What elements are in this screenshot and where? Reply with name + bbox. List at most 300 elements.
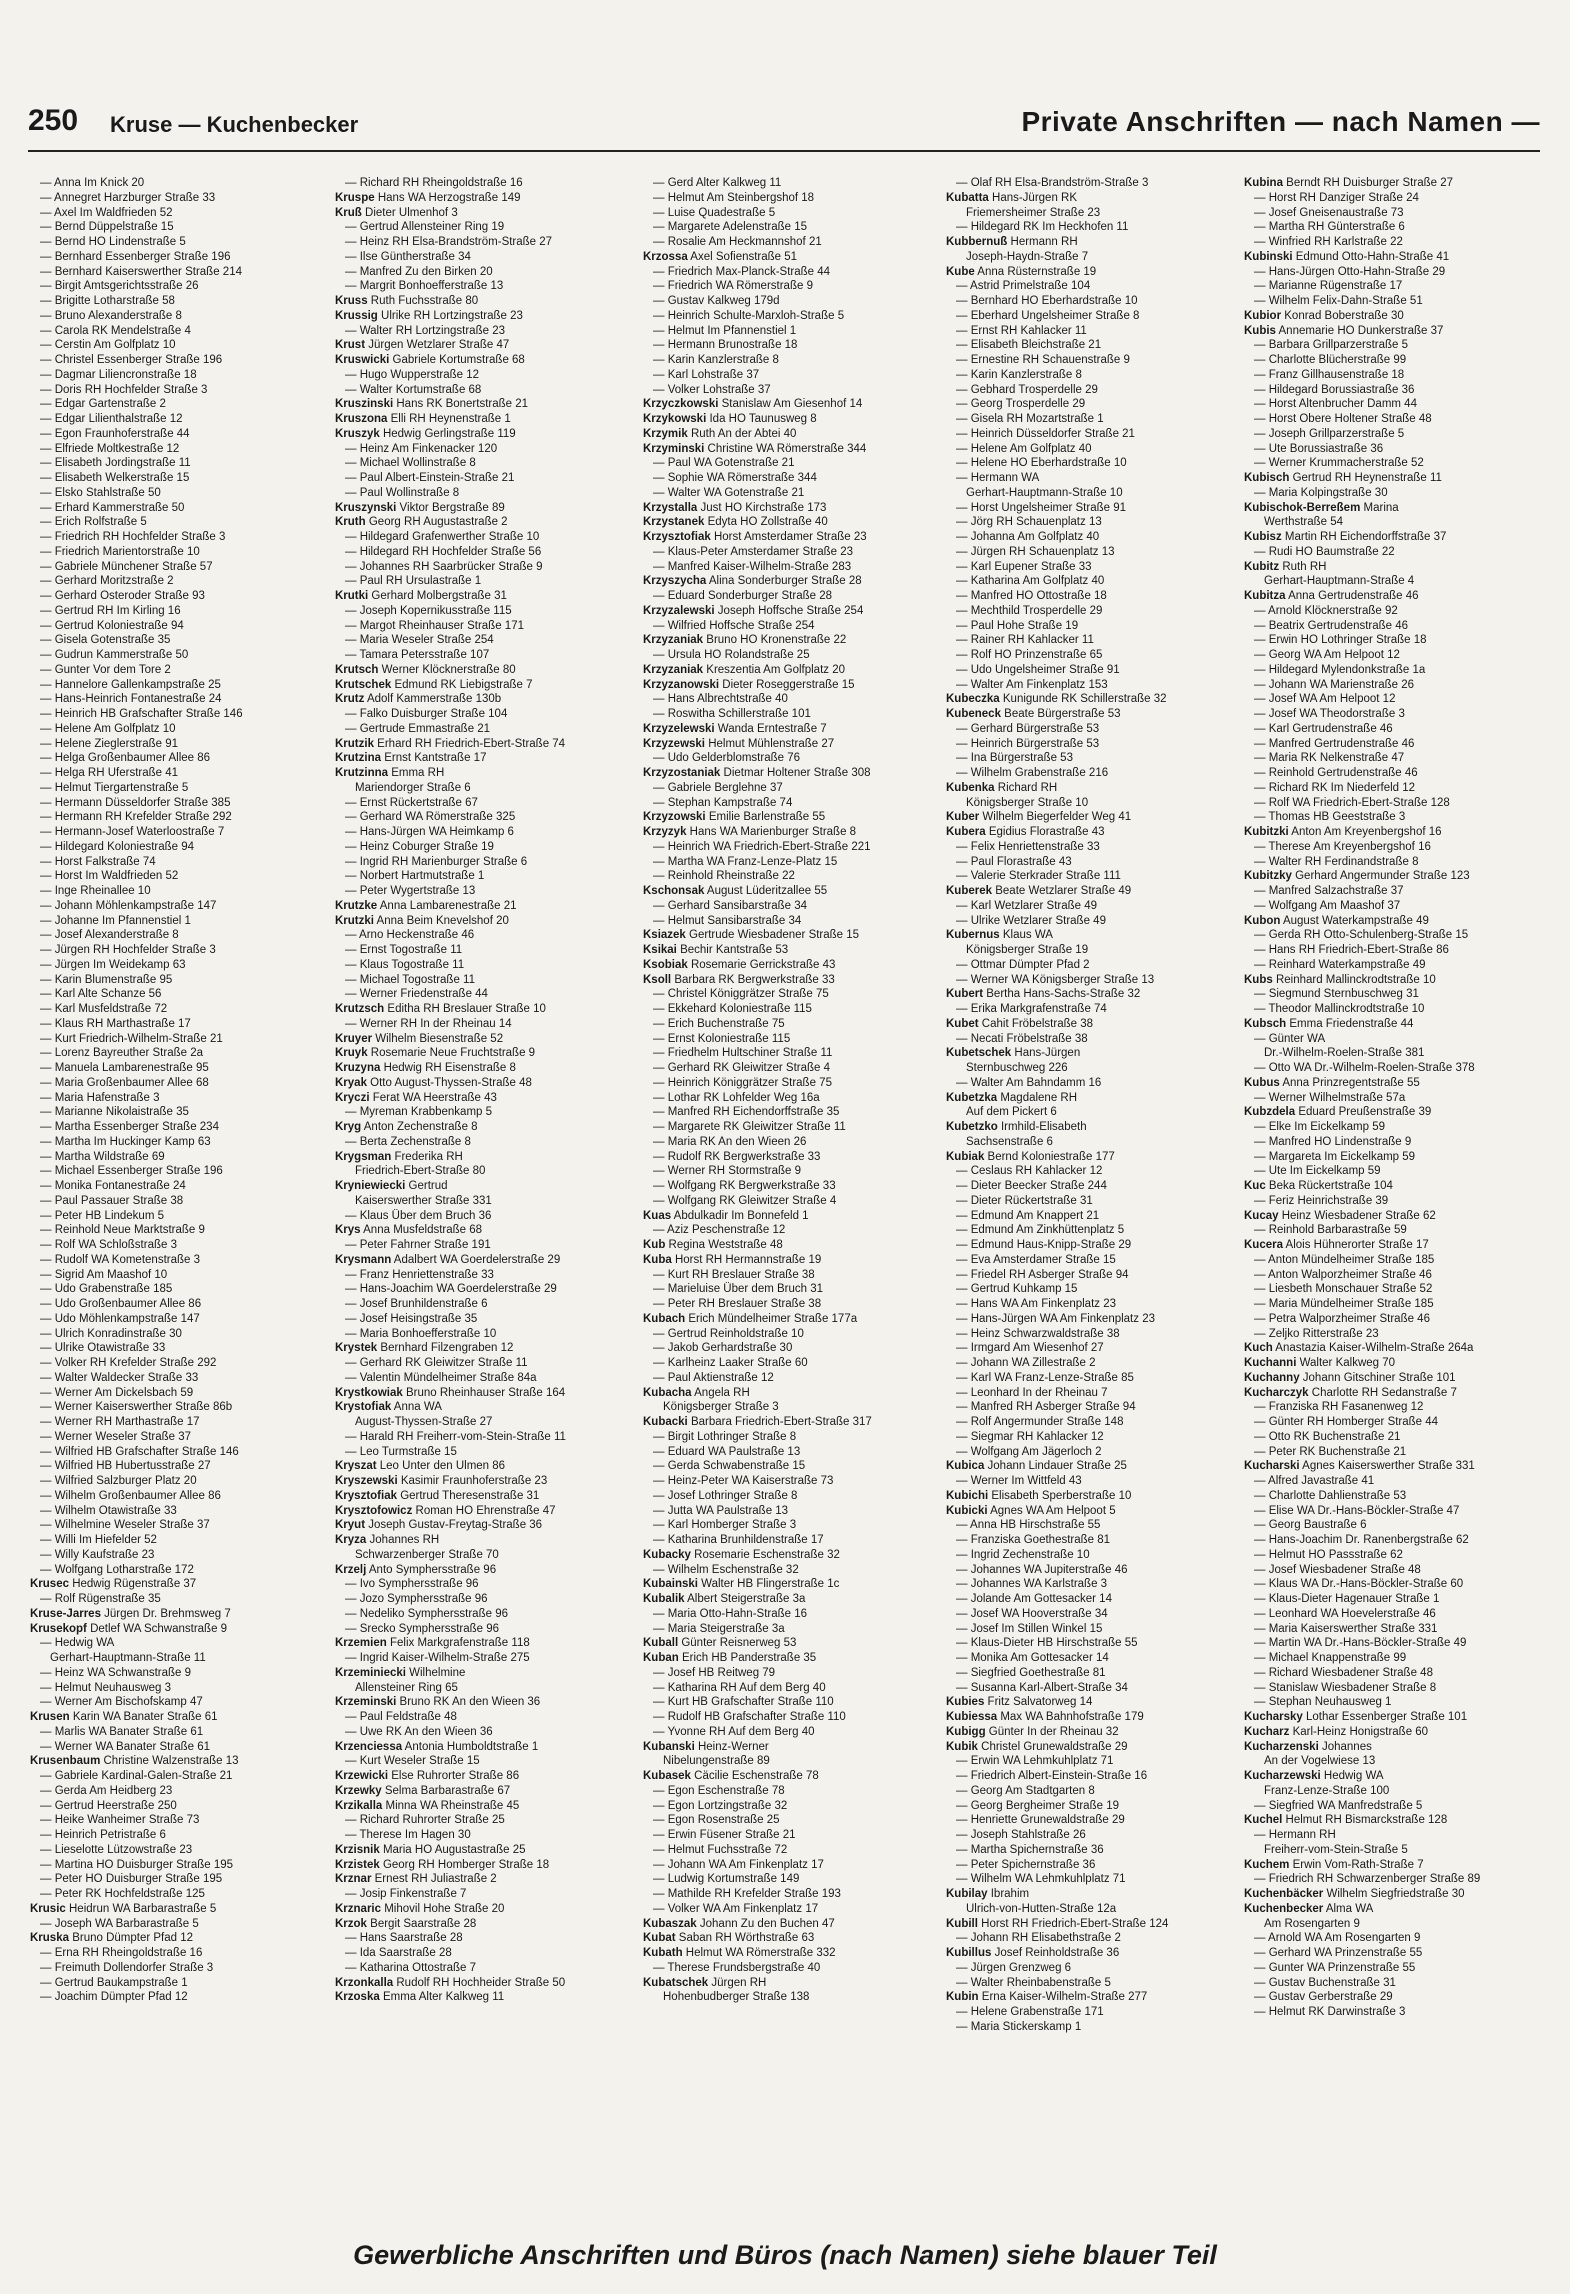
entry-text: — Kurt Weseler Straße 15 (345, 1755, 480, 1768)
given-name-entry (30, 353, 326, 368)
entry-text: — Theodor Mallinckrodtstraße 10 (1254, 1003, 1425, 1015)
given-name-entry (643, 1327, 939, 1342)
given-name-entry (946, 560, 1242, 575)
given-name-entry (335, 648, 631, 663)
entry-text: Gertrud Theresenstraße 31 (397, 1489, 540, 1502)
entry-text: Gertrud (405, 1180, 448, 1192)
entry-text: — Helene Zieglerstraße 91 (40, 737, 179, 750)
entry-text: Hans RK Bonertstraße 21 (393, 398, 529, 411)
entry-text: — Gabriele Kardinal-Galen-Straße 21 (40, 1770, 233, 1782)
surname-entry (946, 1887, 1242, 1902)
entry-text: — Peter Spichernstraße 36 (956, 1858, 1096, 1871)
given-name-entry (1244, 648, 1540, 663)
given-name-entry (30, 1813, 326, 1828)
surname-entry (335, 1223, 631, 1238)
given-name-entry (30, 1209, 326, 1224)
surname-entry (335, 1636, 631, 1651)
entry-text: — Joachim Dümpter Pfad 12 (40, 1991, 188, 2004)
given-name-entry (643, 1046, 939, 1061)
entry-text: Otto August-Thyssen-Straße 48 (366, 1076, 532, 1089)
surname-entry (643, 663, 939, 678)
entry-text: — Peter RH Breslauer Straße 38 (653, 1298, 822, 1310)
given-name-entry (30, 206, 326, 221)
given-name-entry (643, 486, 939, 501)
entry-text: — Charlotte Blücherstraße 99 (1254, 354, 1407, 366)
entry-text: — Ernst Togostraße 11 (345, 944, 463, 956)
entry-text: Anna Lambarenestraße 21 (377, 899, 517, 912)
entry-text: Anastazia Kaiser-Wilhelm-Straße 264a (1272, 1342, 1474, 1355)
entry-text: Elisabeth Sperberstraße 10 (988, 1489, 1132, 1502)
entry-text: — Hildegard Mylendonkstraße 1a (1254, 663, 1426, 676)
surname: Krzistek (335, 1858, 380, 1871)
given-name-entry (1244, 1282, 1540, 1297)
entry-text: Editha RH Breslauer Straße 10 (384, 1003, 546, 1015)
entry-text: Jürgen Dr. Brehmsweg 7 (100, 1607, 231, 1620)
entry-continuation (30, 1651, 326, 1666)
entry-text: — Maria Otto-Hahn-Straße 16 (653, 1607, 808, 1620)
given-name-entry (30, 1828, 326, 1843)
surname: Krzewky (335, 1784, 382, 1797)
entry-text: — Hedwig WA (40, 1637, 115, 1650)
given-name-entry (30, 1990, 326, 2005)
entry-text: Adolf Kammerstraße 130b (364, 693, 502, 706)
given-name-entry (1244, 1164, 1540, 1179)
entry-text: Mariendorger Straße 6 (355, 781, 471, 794)
given-name-entry (946, 589, 1242, 604)
given-name-entry (1244, 855, 1540, 870)
surname-entry (1244, 1238, 1540, 1253)
entry-text: — Klaus-Dieter HB Hirschstraße 55 (956, 1637, 1138, 1650)
given-name-entry (30, 1784, 326, 1799)
surname-entry (946, 1946, 1242, 1961)
given-name-entry (946, 1002, 1242, 1017)
entry-text: Erich Mündelheimer Straße 177a (685, 1312, 858, 1325)
entry-text: Emma RH (388, 767, 445, 779)
given-name-entry (1244, 737, 1540, 752)
given-name-entry (335, 633, 631, 648)
entry-text: — Elise WA Dr.-Hans-Böckler-Straße 47 (1254, 1504, 1460, 1517)
given-name-entry (30, 840, 326, 855)
entry-text: — Gunter Vor dem Tore 2 (40, 663, 171, 676)
entry-text: — Gerhard WA Prinzenstraße 55 (1254, 1947, 1423, 1959)
given-name-entry (946, 1032, 1242, 1047)
entry-text: — Inge Rheinallee 10 (40, 885, 151, 897)
surname: Kubacki (643, 1416, 688, 1428)
entry-text: Christine Walzenstraße 13 (100, 1755, 239, 1768)
given-name-entry (1244, 1327, 1540, 1342)
entry-text: — Helmut Neuhausweg 3 (40, 1681, 172, 1694)
entry-text: — Felix Henriettenstraße 33 (956, 840, 1100, 853)
surname: Krzyzowski (643, 811, 706, 824)
surname: Krysztofiak (335, 1489, 397, 1502)
entry-text: — Volker WA Am Finkenplatz 17 (653, 1902, 819, 1915)
entry-text: — Feriz Heinrichstraße 39 (1254, 1194, 1389, 1207)
entry-text: — Kurt RH Breslauer Straße 38 (653, 1268, 815, 1281)
surname-entry (335, 294, 631, 309)
entry-text: — Gisela RH Mozartstraße 1 (956, 413, 1104, 425)
given-name-entry (30, 412, 326, 427)
surname: Krzisnik (335, 1843, 380, 1856)
given-name-entry (946, 1415, 1242, 1430)
entry-text: — Berta Zechenstraße 8 (345, 1135, 471, 1148)
surname: Krzyzaniak (643, 634, 704, 647)
surname-entry (30, 1931, 326, 1946)
surname: Krzysztofiak (643, 531, 711, 543)
given-name-entry (335, 176, 631, 191)
entry-text: Helmut RH Bismarckstraße 128 (1282, 1814, 1448, 1827)
given-name-entry (643, 560, 939, 575)
surname-entry (1244, 1105, 1540, 1120)
entry-text: Emma Alter Kalkweg 11 (379, 1991, 505, 2004)
entry-text: — Udo Ungelsheimer Straße 91 (956, 663, 1120, 676)
given-name-entry (643, 1135, 939, 1150)
given-name-entry (946, 368, 1242, 383)
surname-entry (335, 1474, 631, 1489)
surname-entry (30, 1577, 326, 1592)
entry-text: — Josef WA Theodorstraße 3 (1254, 708, 1405, 720)
surname-entry (335, 1061, 631, 1076)
entry-text: — Tamara Petersstraße 107 (345, 649, 490, 661)
given-name-entry (335, 220, 631, 235)
given-name-entry (1244, 1445, 1540, 1460)
surname-entry (946, 1917, 1242, 1932)
entry-text: — Karl Alte Schanze 56 (40, 988, 162, 1001)
given-name-entry (1244, 633, 1540, 648)
given-name-entry (335, 1607, 631, 1622)
entry-text: — Stephan Neuhausweg 1 (1254, 1696, 1392, 1709)
entry-text: August Lüderitzallee 55 (704, 885, 828, 897)
entry-text: — Erika Markgrafenstraße 74 (956, 1003, 1107, 1015)
surname-entry (1244, 1858, 1540, 1873)
entry-text: — Hans RH Friedrich-Ebert-Straße 86 (1254, 944, 1449, 956)
surname: Krzyczkowski (643, 398, 719, 411)
entry-text: — Franz Gillhausenstraße 18 (1254, 368, 1405, 381)
surname: Krysmann (335, 1253, 392, 1266)
entry-text: — Paul Wollinstraße 8 (345, 486, 460, 499)
entry-text: Detlef WA Schwanstraße 9 (86, 1622, 228, 1635)
given-name-entry (946, 1312, 1242, 1327)
entry-text: — Karl Gertrudenstraße 46 (1254, 722, 1393, 735)
entry-text: Charlotte RH Sedanstraße 7 (1308, 1386, 1457, 1399)
entry-text: — Wilhelm Grabenstraße 216 (956, 767, 1109, 779)
surname-entry (1244, 1710, 1540, 1725)
surname: Kubzdela (1244, 1106, 1296, 1119)
entry-text: Helmut WA Römerstraße 332 (682, 1947, 836, 1959)
surname-entry (643, 1946, 939, 1961)
given-name-entry (335, 456, 631, 471)
entry-text: — Manfred RH Eichendorffstraße 35 (653, 1106, 840, 1119)
given-name-entry (946, 1931, 1242, 1946)
surname: Kubath (643, 1947, 683, 1959)
given-name-entry (30, 1695, 326, 1710)
entry-text: Elli RH Heynenstraße 1 (387, 413, 511, 425)
surname: Ksikai (643, 944, 677, 956)
given-name-entry (30, 604, 326, 619)
surname: Krutki (335, 590, 369, 602)
entry-text: Bertha Hans-Sachs-Straße 32 (983, 988, 1141, 1001)
entry-text: Heinz-Werner (694, 1740, 769, 1753)
given-name-entry (30, 707, 326, 722)
entry-text: Joseph Hoffsche Straße 254 (714, 604, 864, 617)
given-name-entry (643, 1061, 939, 1076)
given-name-entry (643, 1666, 939, 1681)
surname-entry (946, 781, 1242, 796)
entry-text: — Manfred RH Asberger Straße 94 (956, 1401, 1136, 1414)
entry-text: Saban RH Wörthstraße 63 (675, 1932, 815, 1945)
given-name-entry (1244, 368, 1540, 383)
entry-text: — Georg Am Stadtgarten 8 (956, 1784, 1095, 1797)
entry-text: — Helene HO Eberhardstraße 10 (956, 457, 1127, 470)
entry-text: — Georg Trosperdelle 29 (956, 398, 1086, 411)
given-name-entry (335, 530, 631, 545)
entry-text: Barbara Friedrich-Ebert-Straße 317 (687, 1416, 872, 1428)
surname: Kubillus (946, 1947, 992, 1959)
entry-text: — Helene Grabenstraße 171 (956, 2006, 1104, 2018)
surname: Krzyszycha (643, 575, 707, 588)
entry-text: — Josef Heisingstraße 35 (345, 1312, 478, 1325)
given-name-entry (643, 1563, 939, 1578)
surname: Kuban (643, 1652, 679, 1664)
given-name-entry (1244, 486, 1540, 501)
entry-text: — Eberhard Ungelsheimer Straße 8 (956, 309, 1140, 322)
surname-entry (30, 1622, 326, 1637)
given-name-entry (1244, 545, 1540, 560)
entry-text: Klaus WA (999, 929, 1053, 942)
given-name-entry (30, 648, 326, 663)
given-name-entry (946, 914, 1242, 929)
surname-entry (643, 810, 939, 825)
entry-text: Bechir Kantstraße 53 (676, 944, 789, 956)
entry-text: Regina Weststraße 48 (665, 1239, 783, 1251)
surname: Krysztofowicz (335, 1504, 413, 1517)
given-name-entry (643, 1518, 939, 1533)
entry-text: — Margrit Bonhoefferstraße 13 (345, 280, 504, 293)
entry-text: Christel Grunewaldstraße 29 (977, 1740, 1128, 1753)
given-name-entry (30, 1017, 326, 1032)
entry-continuation (643, 1990, 939, 2005)
given-name-entry (946, 1400, 1242, 1415)
surname: Krutzsch (335, 1003, 385, 1015)
surname: Krzeminiecki (335, 1666, 406, 1679)
given-name-entry (946, 427, 1242, 442)
entry-text: — Horst Falkstraße 74 (40, 855, 156, 868)
entry-text: Erna Kaiser-Wilhelm-Straße 277 (978, 1991, 1148, 2004)
surname-entry (335, 1504, 631, 1519)
given-name-entry (643, 1341, 939, 1356)
surname-entry (335, 1489, 631, 1504)
given-name-entry (1244, 1061, 1540, 1076)
given-name-entry (1244, 1990, 1540, 2005)
entry-text: — Heinrich Königgrätzer Straße 75 (653, 1076, 832, 1089)
entry-text: — Gerda Schwabenstraße 15 (653, 1460, 806, 1473)
surname: Kubeczka (946, 693, 1000, 706)
given-name-entry (1244, 1268, 1540, 1283)
given-name-entry (335, 1622, 631, 1637)
entry-text: — Maria Bonhoefferstraße 10 (345, 1327, 497, 1340)
surname: Kucharz (1244, 1725, 1290, 1738)
entry-continuation (1244, 1754, 1540, 1769)
surname: Kuchel (1244, 1814, 1283, 1827)
entry-text: — Martha RH Günterstraße 6 (1254, 221, 1405, 234)
given-name-entry (30, 191, 326, 206)
surname-entry (335, 1518, 631, 1533)
given-name-entry (946, 1681, 1242, 1696)
surname: Kuchenbäcker (1244, 1888, 1324, 1900)
entry-text: — Gertrude Emmastraße 21 (345, 722, 491, 735)
entry-text: — Christel Königgrätzer Straße 75 (653, 988, 829, 1001)
given-name-entry (30, 368, 326, 383)
entry-text: — Hermann Brunostraße 18 (653, 339, 798, 352)
entry-text: — Jürgen RH Hochfelder Straße 3 (40, 944, 216, 956)
given-name-entry (30, 560, 326, 575)
entry-text: Bruno Rheinhauser Straße 164 (402, 1386, 566, 1399)
surname-entry (335, 1400, 631, 1415)
given-name-entry (30, 1445, 326, 1460)
surname-entry (643, 1740, 939, 1755)
surname-entry (335, 1341, 631, 1356)
entry-text: — Bernd HO Lindenstraße 5 (40, 236, 186, 248)
given-name-entry (335, 574, 631, 589)
directory-column-4 (946, 176, 1242, 2096)
given-name-entry (643, 840, 939, 855)
surname: Kubisch (1244, 472, 1290, 484)
entry-text: Joseph Gustav-Freytag-Straße 36 (365, 1519, 543, 1532)
surname: Kucera (1244, 1239, 1283, 1251)
entry-text: — Kurt HB Grafschafter Straße 110 (653, 1696, 834, 1709)
entry-text: — Jozo Symphersstraße 96 (345, 1593, 488, 1605)
given-name-entry (946, 1430, 1242, 1445)
entry-text: — Therese Am Kreyenbergshof 16 (1254, 840, 1431, 853)
entry-text: — Rainer RH Kahlacker 11 (956, 634, 1094, 647)
surname: Kuchem (1244, 1858, 1290, 1871)
entry-text: — Peter RK Buchenstraße 21 (1254, 1445, 1407, 1458)
surname-entry (335, 427, 631, 442)
given-name-entry (30, 692, 326, 707)
entry-text: — Maria Stickerskamp 1 (956, 2020, 1082, 2033)
entry-text: — Helga RH Uferstraße 41 (40, 767, 179, 779)
given-name-entry (335, 796, 631, 811)
entry-text: — Paul RH Ursulastraße 1 (345, 575, 482, 588)
entry-text: — Eduard WA Paulstraße 13 (653, 1445, 801, 1458)
given-name-entry (643, 781, 939, 796)
entry-text: — Günter RH Homberger Straße 44 (1254, 1416, 1439, 1428)
given-name-entry (1244, 1548, 1540, 1563)
entry-text: — Liesbeth Monschauer Straße 52 (1254, 1283, 1433, 1296)
given-name-entry (643, 235, 939, 250)
entry-text: — Ingrid Zechenstraße 10 (956, 1548, 1090, 1561)
surname-entry (643, 501, 939, 516)
entry-text: — Leonhard In der Rheinau 7 (956, 1386, 1108, 1399)
given-name-entry (335, 973, 631, 988)
entry-text: — Johann WA Zillestraße 2 (956, 1357, 1096, 1369)
given-name-entry (946, 1592, 1242, 1607)
entry-text: Johann Zu den Buchen 47 (696, 1917, 835, 1930)
given-name-entry (1244, 206, 1540, 221)
given-name-entry (643, 191, 939, 206)
entry-text: Axel Sofienstraße 51 (687, 250, 798, 263)
given-name-entry (30, 235, 326, 250)
surname: Krzyzanowski (643, 678, 720, 691)
given-name-entry (946, 1518, 1242, 1533)
given-name-entry (946, 1297, 1242, 1312)
given-name-entry (643, 1445, 939, 1460)
entry-text: — Reinhold Rheinstraße 22 (653, 870, 795, 883)
entry-text: Eduard Preußenstraße 39 (1295, 1106, 1432, 1119)
surname: Krzyzalewski (643, 604, 715, 617)
entry-text: — Rosalie Am Heckmannshof 21 (653, 236, 822, 248)
entry-text: Ulrike RH Lortzingstraße 23 (377, 309, 523, 322)
entry-text: Rudolf RH Hochheider Straße 50 (393, 1976, 566, 1989)
surname-entry (335, 737, 631, 752)
surname: Kuchanny (1244, 1371, 1300, 1384)
entry-text: — Gisela Gotenstraße 35 (40, 634, 171, 647)
surname: Kruspe (335, 191, 375, 204)
surname: Kruszinski (335, 398, 394, 411)
given-name-entry (335, 1931, 631, 1946)
entry-text: Reinhard Mallinckrodtstraße 10 (1272, 973, 1436, 986)
given-name-entry (643, 1268, 939, 1283)
entry-text: Freiherr-vom-Stein-Straße 5 (1264, 1843, 1408, 1856)
surname-entry (1244, 1179, 1540, 1194)
entry-text: Werthstraße 54 (1264, 516, 1344, 529)
entry-text: — Josip Finkenstraße 7 (345, 1888, 467, 1900)
given-name-entry (30, 501, 326, 516)
surname-entry (643, 1209, 939, 1224)
given-name-entry (30, 250, 326, 265)
entry-text: — Werner WA Königsberger Straße 13 (956, 973, 1155, 986)
surname: Krutschek (335, 678, 392, 691)
entry-text: Antonia Humboldtstraße 1 (402, 1740, 539, 1753)
given-name-entry (335, 1887, 631, 1902)
surname-entry (335, 206, 631, 221)
entry-continuation (946, 1135, 1242, 1150)
surname: Kubis (1244, 324, 1276, 337)
given-name-entry (946, 855, 1242, 870)
surname-entry (1244, 501, 1540, 516)
given-name-entry (30, 958, 326, 973)
entry-text: — Martina HO Duisburger Straße 195 (40, 1858, 234, 1871)
entry-text: — Gerd Alter Kalkweg 11 (653, 177, 782, 189)
entry-text: — Maria Weseler Straße 254 (345, 634, 494, 647)
given-name-entry (30, 1150, 326, 1165)
entry-text: — Richard RK Im Niederfeld 12 (1254, 781, 1416, 794)
entry-text: — Friedhelm Hultschiner Straße 11 (653, 1047, 833, 1060)
entry-text: — Gabriele Münchener Straße 57 (40, 560, 213, 573)
entry-text: — Walter Rheinbabenstraße 5 (956, 1976, 1111, 1989)
entry-text: Sachsenstraße 6 (966, 1135, 1053, 1148)
surname-entry (643, 678, 939, 693)
surname-entry (335, 338, 631, 353)
given-name-entry (643, 987, 939, 1002)
given-name-entry (643, 1164, 939, 1179)
entry-text: — Monika Am Gottesacker 14 (956, 1652, 1109, 1664)
given-name-entry (643, 855, 939, 870)
given-name-entry (30, 1415, 326, 1430)
surname-entry (946, 884, 1242, 899)
given-name-entry (946, 1976, 1242, 1991)
surname-entry (335, 692, 631, 707)
given-name-entry (30, 1548, 326, 1563)
surname-entry (1244, 176, 1540, 191)
given-name-entry (1244, 1666, 1540, 1681)
surname-entry (1244, 1209, 1540, 1224)
entry-text: — Hermann WA (956, 472, 1040, 484)
entry-text: Gertrud RH Heynenstraße 11 (1289, 472, 1442, 484)
entry-text: — Paul Albert-Einstein-Straße 21 (345, 472, 515, 484)
surname: Kubatschek (643, 1976, 709, 1989)
entry-text: Bruno RK An den Wieen 36 (396, 1696, 541, 1709)
given-name-entry (1244, 1533, 1540, 1548)
